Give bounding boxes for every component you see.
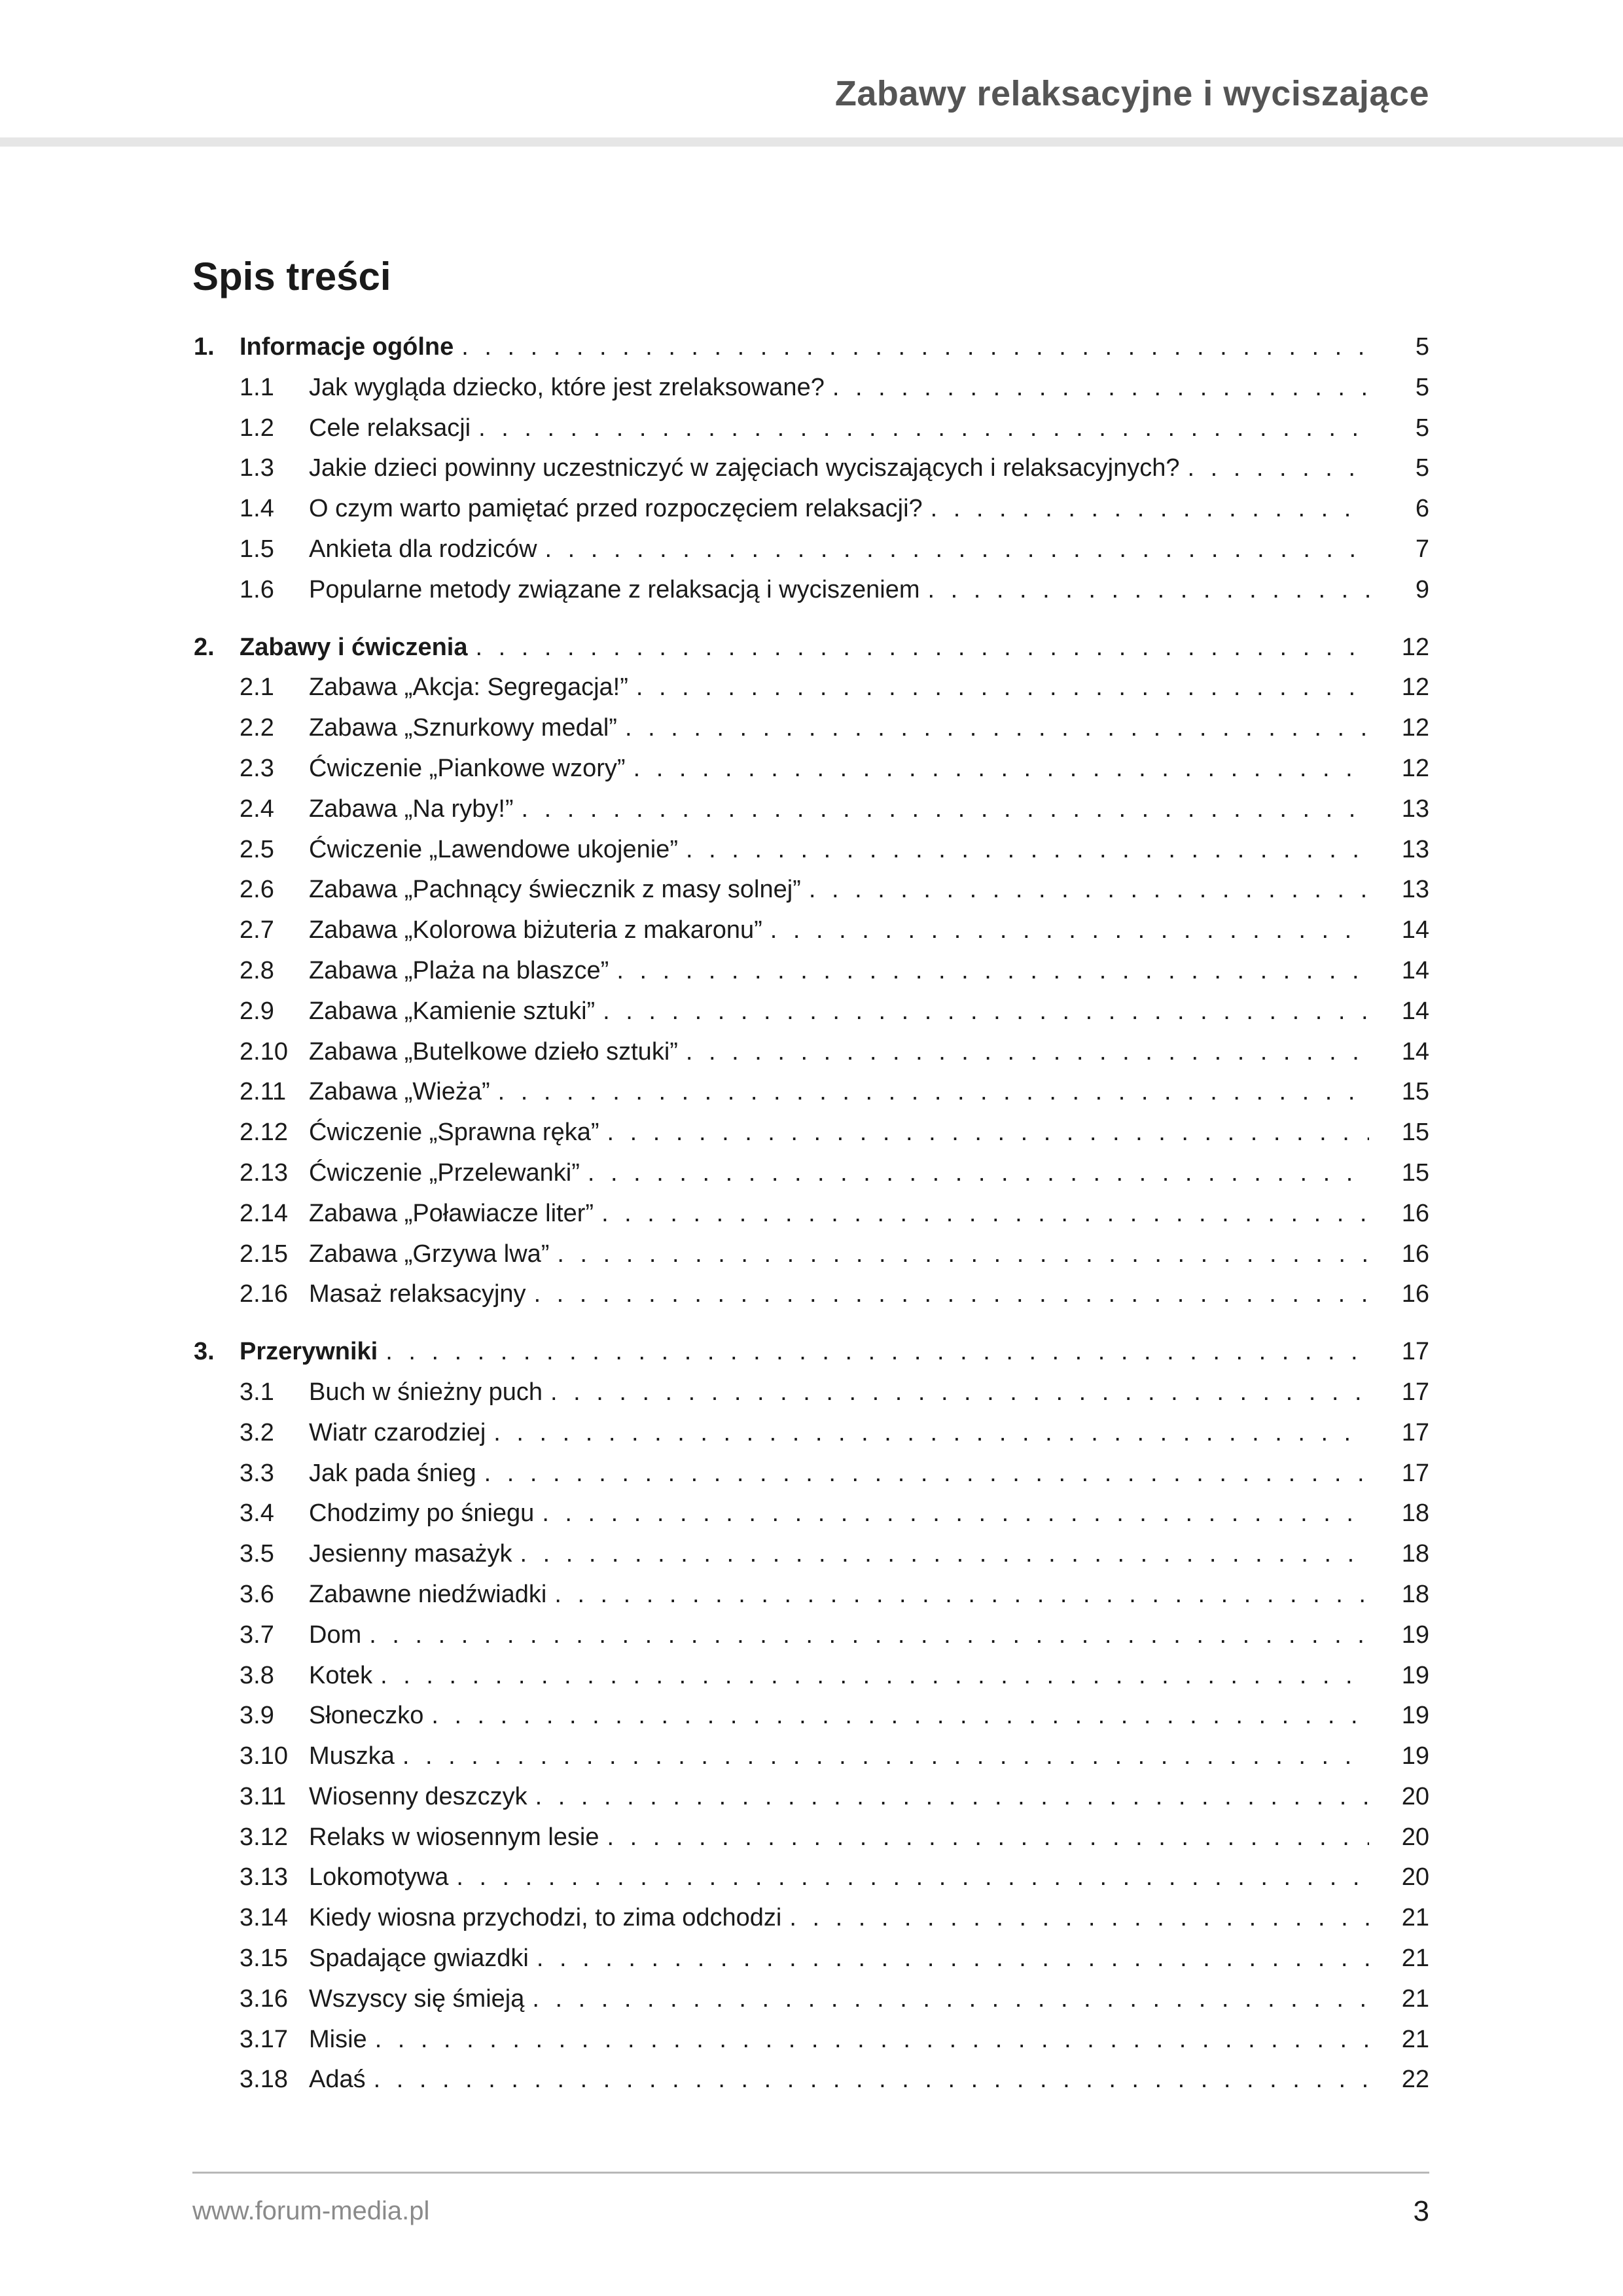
entry-title: Zabawa „Kolorowa biżuteria z makaronu” — [309, 916, 762, 944]
entry-number: 3.3 — [240, 1459, 274, 1487]
entry-number: 3.14 — [240, 1904, 288, 1932]
entry-title: Jak pada śnieg — [309, 1459, 476, 1487]
toc-entry-3-12[interactable] — [194, 1818, 1429, 1858]
entry-number: 3.6 — [240, 1580, 274, 1608]
entry-title: Adaś — [309, 2066, 366, 2094]
entry-number: 2.3 — [240, 754, 274, 782]
entry-page: 12 — [1401, 673, 1429, 702]
entry-page: 18 — [1401, 1540, 1429, 1568]
dot-leader — [1188, 448, 1369, 489]
entry-page: 21 — [1401, 1984, 1429, 2013]
dot-leader — [601, 1194, 1369, 1234]
toc-entry-2-9[interactable] — [194, 992, 1429, 1032]
entry-number: 3.8 — [240, 1661, 274, 1689]
entry-page: 14 — [1401, 956, 1429, 984]
dot-leader — [636, 668, 1369, 708]
dot-leader — [374, 2060, 1369, 2100]
entry-number: 3.15 — [240, 1945, 288, 1973]
entry-number: 2.12 — [240, 1119, 288, 1147]
entry-number: 3.4 — [240, 1499, 274, 1528]
toc-entry-1-5[interactable] — [194, 529, 1429, 570]
entry-page: 18 — [1401, 1499, 1429, 1528]
entry-title: Ankieta dla rodziców — [309, 535, 537, 563]
entry-page: 13 — [1401, 835, 1429, 863]
entry-page: 13 — [1401, 795, 1429, 823]
toc-section-2[interactable] — [194, 628, 1429, 668]
entry-title: Informacje ogólne — [240, 333, 454, 361]
entry-title: Ćwiczenie „Lawendowe ukojenie” — [309, 835, 678, 863]
entry-page: 7 — [1415, 535, 1429, 563]
entry-title: Zabawa „Na ryby!” — [309, 795, 514, 823]
dot-leader — [498, 1072, 1369, 1113]
dot-leader — [770, 910, 1369, 951]
toc-entry-2-11[interactable] — [194, 1072, 1429, 1113]
dot-leader — [789, 1898, 1369, 1939]
entry-title: Kotek — [309, 1661, 373, 1689]
entry-title: Ćwiczenie „Sprawna ręka” — [309, 1119, 599, 1147]
entry-title: Chodzimy po śniegu — [309, 1499, 535, 1528]
entry-page: 14 — [1401, 1037, 1429, 1066]
entry-page: 15 — [1401, 1078, 1429, 1106]
toc-entry-2-13[interactable] — [194, 1153, 1429, 1194]
entry-title: Muszka — [309, 1742, 395, 1770]
entry-number: 3.18 — [240, 2066, 288, 2094]
dot-leader — [607, 1818, 1370, 1858]
entry-title: Lokomotywa — [309, 1863, 449, 1892]
entry-title: Wiatr czarodziej — [309, 1418, 486, 1446]
footer-url[interactable]: www.forum-media.pl — [192, 2197, 430, 2225]
dot-leader — [535, 1777, 1369, 1818]
entry-number: 2.14 — [240, 1199, 288, 1227]
entry-number: 1.6 — [240, 575, 274, 603]
entry-title: Zabawy i ćwiczenia — [240, 633, 468, 661]
entry-title: Zabawa „Akcja: Segregacja!” — [309, 673, 628, 702]
entry-page: 15 — [1401, 1158, 1429, 1187]
entry-number: 3. — [194, 1338, 215, 1366]
entry-number: 3.2 — [240, 1418, 274, 1446]
entry-title: Jesienny masażyk — [309, 1540, 512, 1568]
entry-number: 1.3 — [240, 454, 274, 482]
entry-number: 1.5 — [240, 535, 274, 563]
toc-entry-2-1[interactable] — [194, 668, 1429, 708]
toc-entry-3-14[interactable] — [194, 1898, 1429, 1939]
entry-page: 5 — [1415, 333, 1429, 361]
dot-leader — [557, 1234, 1369, 1275]
entry-title: Zabawne niedźwiadki — [309, 1580, 547, 1608]
entry-number: 3.16 — [240, 1984, 288, 2013]
dot-leader — [380, 1656, 1369, 1696]
toc-entry-3-4[interactable] — [194, 1494, 1429, 1534]
toc-entry-3-5[interactable] — [194, 1534, 1429, 1575]
entry-page: 5 — [1415, 373, 1429, 401]
entry-page: 20 — [1401, 1782, 1429, 1810]
toc-entry-3-13[interactable] — [194, 1857, 1429, 1898]
dot-leader — [537, 1939, 1369, 1979]
entry-number: 3.13 — [240, 1863, 288, 1892]
entry-page: 13 — [1401, 876, 1429, 904]
toc-entry-3-1[interactable] — [194, 1372, 1429, 1413]
entry-page: 20 — [1401, 1863, 1429, 1892]
dot-leader — [402, 1736, 1369, 1777]
entry-title: Zabawa „Grzywa lwa” — [309, 1240, 550, 1268]
toc-entry-2-7[interactable] — [194, 910, 1429, 951]
entry-page: 20 — [1401, 1823, 1429, 1851]
toc-entry-3-17[interactable] — [194, 2020, 1429, 2060]
dot-leader — [686, 1032, 1369, 1073]
entry-title: Przerywniki — [240, 1338, 378, 1366]
entry-title: Popularne metody związane z relaksacją i wyciszeniem — [309, 575, 920, 603]
dot-leader — [633, 749, 1369, 789]
dot-leader — [603, 992, 1369, 1032]
dot-leader — [542, 1494, 1369, 1534]
toc-entry-2-12[interactable] — [194, 1113, 1429, 1153]
table-of-contents — [194, 327, 1429, 2117]
entry-number: 1.2 — [240, 414, 274, 442]
toc-entry-1-3[interactable] — [194, 448, 1429, 489]
dot-leader — [686, 830, 1369, 870]
toc-entry-2-5[interactable] — [194, 830, 1429, 870]
entry-number: 2.15 — [240, 1240, 288, 1268]
entry-page: 6 — [1415, 495, 1429, 523]
entry-number: 2. — [194, 633, 215, 661]
toc-entry-3-3[interactable] — [194, 1454, 1429, 1494]
entry-page: 21 — [1401, 2025, 1429, 2053]
entry-title: Spadające gwiazdki — [309, 1945, 529, 1973]
entry-number: 3.9 — [240, 1702, 274, 1730]
entry-page: 18 — [1401, 1580, 1429, 1608]
entry-page: 9 — [1415, 575, 1429, 603]
entry-number: 2.13 — [240, 1158, 288, 1187]
toc-entry-2-10[interactable] — [194, 1032, 1429, 1073]
dot-leader — [550, 1372, 1369, 1413]
entry-title: Zabawa „Wieża” — [309, 1078, 490, 1106]
entry-number: 2.9 — [240, 997, 274, 1025]
entry-number: 3.7 — [240, 1621, 274, 1649]
entry-number: 2.1 — [240, 673, 274, 702]
entry-title: O czym warto pamiętać przed rozpoczęciem relaksacji? — [309, 495, 923, 523]
header-divider — [0, 137, 1623, 147]
entry-number: 2.5 — [240, 835, 274, 863]
entry-title: Misie — [309, 2025, 367, 2053]
entry-title: Ćwiczenie „Przelewanki” — [309, 1158, 580, 1187]
toc-entry-2-6[interactable] — [194, 870, 1429, 910]
toc-entry-3-18[interactable] — [194, 2060, 1429, 2100]
dot-leader — [385, 1332, 1369, 1372]
dot-leader — [607, 1113, 1370, 1153]
toc-entry-2-3[interactable] — [194, 749, 1429, 789]
entry-title: Kiedy wiosna przychodzi, to zima odchodzi — [309, 1904, 782, 1932]
toc-entry-2-8[interactable] — [194, 951, 1429, 992]
entry-page: 16 — [1401, 1199, 1429, 1227]
entry-page: 19 — [1401, 1621, 1429, 1649]
entry-title: Cele relaksacji — [309, 414, 471, 442]
entry-title: Ćwiczenie „Piankowe wzory” — [309, 754, 626, 782]
entry-title: Zabawa „Plaża na blaszce” — [309, 956, 609, 984]
entry-number: 1.4 — [240, 495, 274, 523]
dot-leader — [375, 2020, 1369, 2060]
entry-number: 1.1 — [240, 373, 274, 401]
entry-page: 17 — [1401, 1378, 1429, 1406]
entry-page: 22 — [1401, 2066, 1429, 2094]
running-header-title: Zabawy relaksacyjne i wyciszające — [834, 74, 1429, 113]
entry-page: 15 — [1401, 1119, 1429, 1147]
toc-section-1[interactable] — [194, 327, 1429, 368]
entry-number: 2.11 — [240, 1078, 287, 1106]
dot-leader — [928, 570, 1369, 611]
dot-leader — [478, 408, 1369, 449]
dot-leader — [456, 1857, 1369, 1898]
entry-title: Zabawa „Poławiacze liter” — [309, 1199, 594, 1227]
entry-title: Jakie dzieci powinny uczestniczyć w zajęciach wyciszających i relaksacyjnych? — [309, 454, 1180, 482]
entry-page: 5 — [1415, 414, 1429, 442]
entry-title: Jak wygląda dziecko, które jest zrelaksowane? — [309, 373, 825, 401]
toc-entry-2-15[interactable] — [194, 1234, 1429, 1275]
entry-page: 19 — [1401, 1661, 1429, 1689]
dot-leader — [461, 327, 1369, 368]
entry-page: 16 — [1401, 1240, 1429, 1268]
dot-leader — [625, 708, 1369, 749]
toc-entry-3-2[interactable] — [194, 1413, 1429, 1454]
page-number: 3 — [1413, 2195, 1429, 2227]
toc-entry-1-1[interactable] — [194, 368, 1429, 408]
entry-title: Relaks w wiosennym lesie — [309, 1823, 599, 1851]
entry-number: 2.10 — [240, 1037, 288, 1066]
dot-leader — [832, 368, 1369, 408]
toc-entry-2-4[interactable] — [194, 789, 1429, 830]
toc-entry-3-9[interactable] — [194, 1696, 1429, 1736]
entry-number: 3.5 — [240, 1540, 274, 1568]
dot-leader — [809, 870, 1369, 910]
toc-section-block — [194, 327, 1429, 611]
toc-entry-3-10[interactable] — [194, 1736, 1429, 1777]
entry-number: 3.1 — [240, 1378, 274, 1406]
toc-entry-3-15[interactable] — [194, 1939, 1429, 1979]
toc-entry-3-6[interactable] — [194, 1575, 1429, 1615]
entry-title: Zabawa „Kamienie sztuki” — [309, 997, 596, 1025]
entry-title: Zabawa „Butelkowe dzieło sztuki” — [309, 1037, 678, 1066]
dot-leader — [545, 529, 1369, 570]
entry-page: 19 — [1401, 1742, 1429, 1770]
entry-number: 3.11 — [240, 1782, 287, 1810]
entry-number: 2.4 — [240, 795, 274, 823]
entry-number: 2.16 — [240, 1280, 288, 1308]
entry-page: 12 — [1401, 714, 1429, 742]
toc-entry-3-16[interactable] — [194, 1979, 1429, 2020]
entry-page: 5 — [1415, 454, 1429, 482]
toc-entry-1-4[interactable] — [194, 489, 1429, 529]
entry-page: 17 — [1401, 1459, 1429, 1487]
dot-leader — [522, 789, 1369, 830]
entry-page: 16 — [1401, 1280, 1429, 1308]
toc-section-3[interactable] — [194, 1332, 1429, 1372]
toc-entry-1-2[interactable] — [194, 408, 1429, 449]
entry-number: 2.2 — [240, 714, 274, 742]
dot-leader — [520, 1534, 1369, 1575]
toc-entry-1-6[interactable] — [194, 570, 1429, 611]
entry-number: 3.17 — [240, 2025, 288, 2053]
dot-leader — [431, 1696, 1369, 1736]
entry-number: 3.10 — [240, 1742, 288, 1770]
toc-entry-2-14[interactable] — [194, 1194, 1429, 1234]
dot-leader — [554, 1575, 1369, 1615]
entry-title: Wiosenny deszczyk — [309, 1782, 527, 1810]
toc-section-block — [194, 628, 1429, 1316]
dot-leader — [616, 951, 1369, 992]
toc-entry-3-7[interactable] — [194, 1615, 1429, 1656]
entry-title: Słoneczko — [309, 1702, 424, 1730]
toc-entry-3-11[interactable] — [194, 1777, 1429, 1818]
entry-page: 19 — [1401, 1702, 1429, 1730]
entry-page: 21 — [1401, 1945, 1429, 1973]
entry-title: Zabawa „Pachnący świecznik z masy solnej” — [309, 876, 801, 904]
entry-page: 14 — [1401, 916, 1429, 944]
dot-leader — [484, 1454, 1369, 1494]
toc-entry-2-2[interactable] — [194, 708, 1429, 749]
entry-page: 12 — [1401, 754, 1429, 782]
dot-leader — [475, 628, 1369, 668]
toc-entry-2-16[interactable] — [194, 1274, 1429, 1315]
entry-number: 2.7 — [240, 916, 274, 944]
entry-page: 21 — [1401, 1904, 1429, 1932]
entry-page: 14 — [1401, 997, 1429, 1025]
entry-page: 17 — [1401, 1338, 1429, 1366]
dot-leader — [534, 1274, 1369, 1315]
dot-leader — [588, 1153, 1369, 1194]
dot-leader — [493, 1413, 1369, 1454]
dot-leader — [369, 1615, 1369, 1656]
dot-leader — [931, 489, 1369, 529]
entry-title: Wszyscy się śmieją — [309, 1984, 525, 2013]
entry-title: Buch w śnieżny puch — [309, 1378, 543, 1406]
toc-entry-3-8[interactable] — [194, 1656, 1429, 1696]
entry-number: 2.8 — [240, 956, 274, 984]
toc-heading: Spis treści — [192, 255, 391, 298]
footer-divider — [192, 2172, 1429, 2174]
entry-title: Zabawa „Sznurkowy medal” — [309, 714, 617, 742]
entry-number: 2.6 — [240, 876, 274, 904]
toc-section-block — [194, 1332, 1429, 2100]
entry-number: 1. — [194, 333, 215, 361]
entry-number: 3.12 — [240, 1823, 288, 1851]
entry-page: 12 — [1401, 633, 1429, 661]
entry-title: Masaż relaksacyjny — [309, 1280, 526, 1308]
dot-leader — [532, 1979, 1369, 2020]
entry-title: Dom — [309, 1621, 362, 1649]
entry-page: 17 — [1401, 1418, 1429, 1446]
